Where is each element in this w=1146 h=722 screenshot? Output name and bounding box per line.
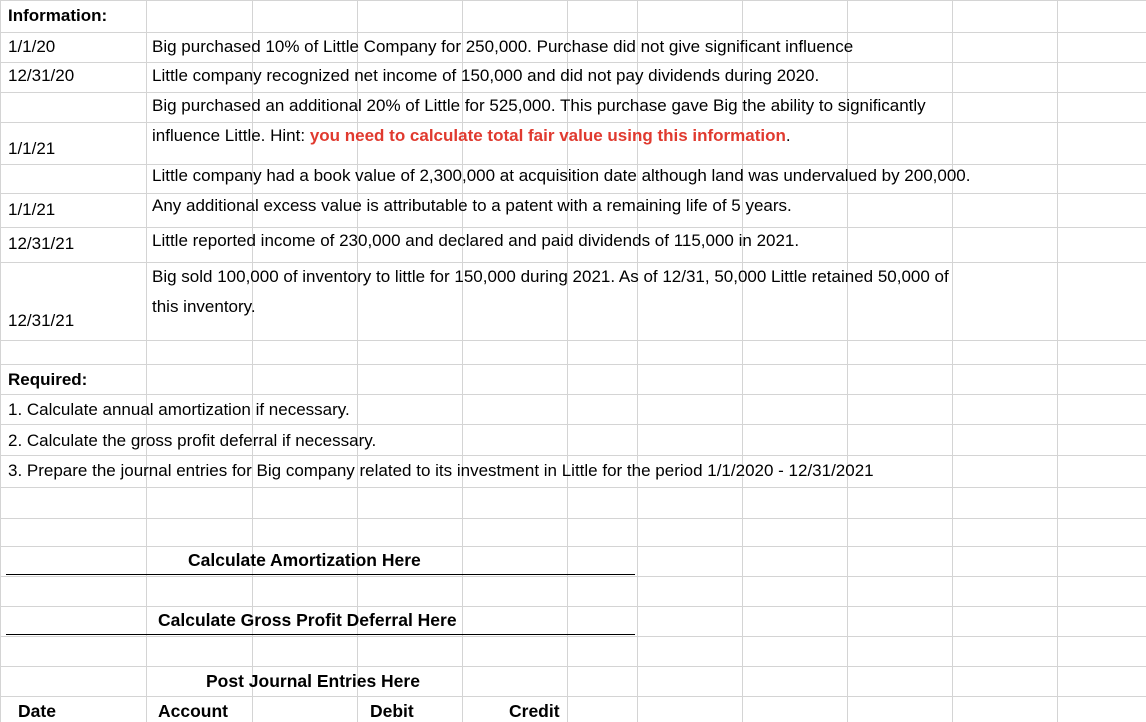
gross-profit-section-title: Calculate Gross Profit Deferral Here (158, 610, 457, 630)
journal-col-account: Account (158, 701, 228, 721)
amortization-section-title: Calculate Amortization Here (188, 550, 421, 570)
journal-col-date: Date (18, 701, 56, 721)
journal-section-title: Post Journal Entries Here (206, 671, 420, 691)
hint-prefix: influence Little. Hint: (152, 126, 310, 145)
hint-suffix: . (785, 126, 791, 145)
cell-info-5[interactable]: Little reported income of 230,000 and declared and paid dividends of 115,000 in 2021. (152, 231, 800, 250)
cell-info-4-line2[interactable]: Any additional excess value is attributable to a patent with a remaining life of 5 years. (152, 196, 792, 215)
amortization-underline (6, 574, 635, 575)
cell-info-2[interactable]: Little company recognized net income of 150,000 and did not pay dividends during 2020. (152, 66, 820, 85)
cell-info-4-line1[interactable]: Little company had a book value of 2,300,000 at acquisition date although land was undervalued by 200,000. (152, 166, 971, 185)
cell-info-3-line1[interactable]: Big purchased an additional 20% of Little for 525,000. This purchase gave Big the ability to significantly (152, 96, 926, 115)
required-item-2[interactable]: 2. Calculate the gross profit deferral if necessary. (8, 431, 377, 450)
cell-date-3[interactable]: 1/1/21 (8, 139, 56, 158)
cell-date-1[interactable]: 1/1/20 (8, 37, 56, 56)
required-item-3[interactable]: 3. Prepare the journal entries for Big company related to its investment in Little for the period 1/1/2020 - 12/31/2021 (8, 461, 874, 480)
hint-highlight: you need to calculate total fair value using this information (309, 126, 786, 145)
gross-profit-underline (6, 634, 635, 635)
cell-date-5[interactable]: 12/31/21 (8, 234, 75, 253)
cell-info-6-line2[interactable]: this inventory. (152, 297, 256, 316)
cell-info-6-line1[interactable]: Big sold 100,000 of inventory to little for 150,000 during 2021. As of 12/31, 50,000 Little retained 50,000 of (152, 267, 949, 286)
journal-col-credit: Credit (509, 701, 560, 721)
required-header: Required: (8, 370, 88, 389)
cell-info-3-line2[interactable] (152, 126, 791, 146)
cell-date-6[interactable]: 12/31/21 (8, 311, 75, 330)
journal-col-debit: Debit (370, 701, 414, 721)
cell-date-2[interactable]: 12/31/20 (8, 66, 75, 85)
required-item-1[interactable]: 1. Calculate annual amortization if necessary. (8, 400, 350, 419)
cell-date-4[interactable]: 1/1/21 (8, 200, 56, 219)
cell-info-1[interactable]: Big purchased 10% of Little Company for 250,000. Purchase did not give significant influence (152, 37, 854, 56)
information-header: Information: (8, 6, 108, 25)
